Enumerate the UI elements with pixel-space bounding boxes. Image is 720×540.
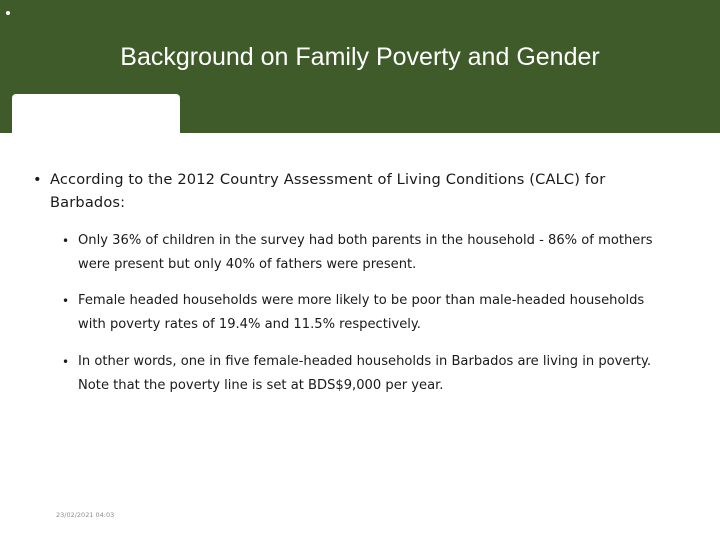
- sub-bullet-text: Female headed households were more likely to be poor than male-headed households with poverty rates of 19.4% and 11.5% respectively.: [78, 293, 645, 332]
- footer-date: 23/02/2021 04:03: [56, 511, 115, 519]
- sub-bullet: [62, 229, 662, 277]
- main-bullet: [33, 168, 673, 214]
- header-band: [0, 0, 720, 133]
- slide-title: Background on Family Poverty and Gender: [120, 43, 600, 71]
- sub-bullet-text: Only 36% of children in the survey had both parents in the household - 86% of mothers were present but only 40% of fathers were present.: [78, 233, 653, 272]
- sub-bullet: [62, 289, 662, 337]
- corner-dot: [6, 11, 10, 15]
- bullet-glyph: •: [62, 355, 70, 369]
- sub-bullet-text: In other words, one in five female-headed households in Barbados are living in poverty. Note that the poverty line is set at BDS$9,000 per year.: [78, 354, 652, 393]
- header-tab-box: [12, 94, 180, 133]
- sub-bullet: [62, 350, 662, 398]
- bullet-glyph: •: [33, 171, 42, 188]
- bullet-glyph: •: [62, 294, 70, 308]
- main-bullet-text: According to the 2012 Country Assessment of Living Conditions (CALC) for Barbados:: [50, 171, 606, 211]
- bullet-glyph: •: [62, 234, 70, 248]
